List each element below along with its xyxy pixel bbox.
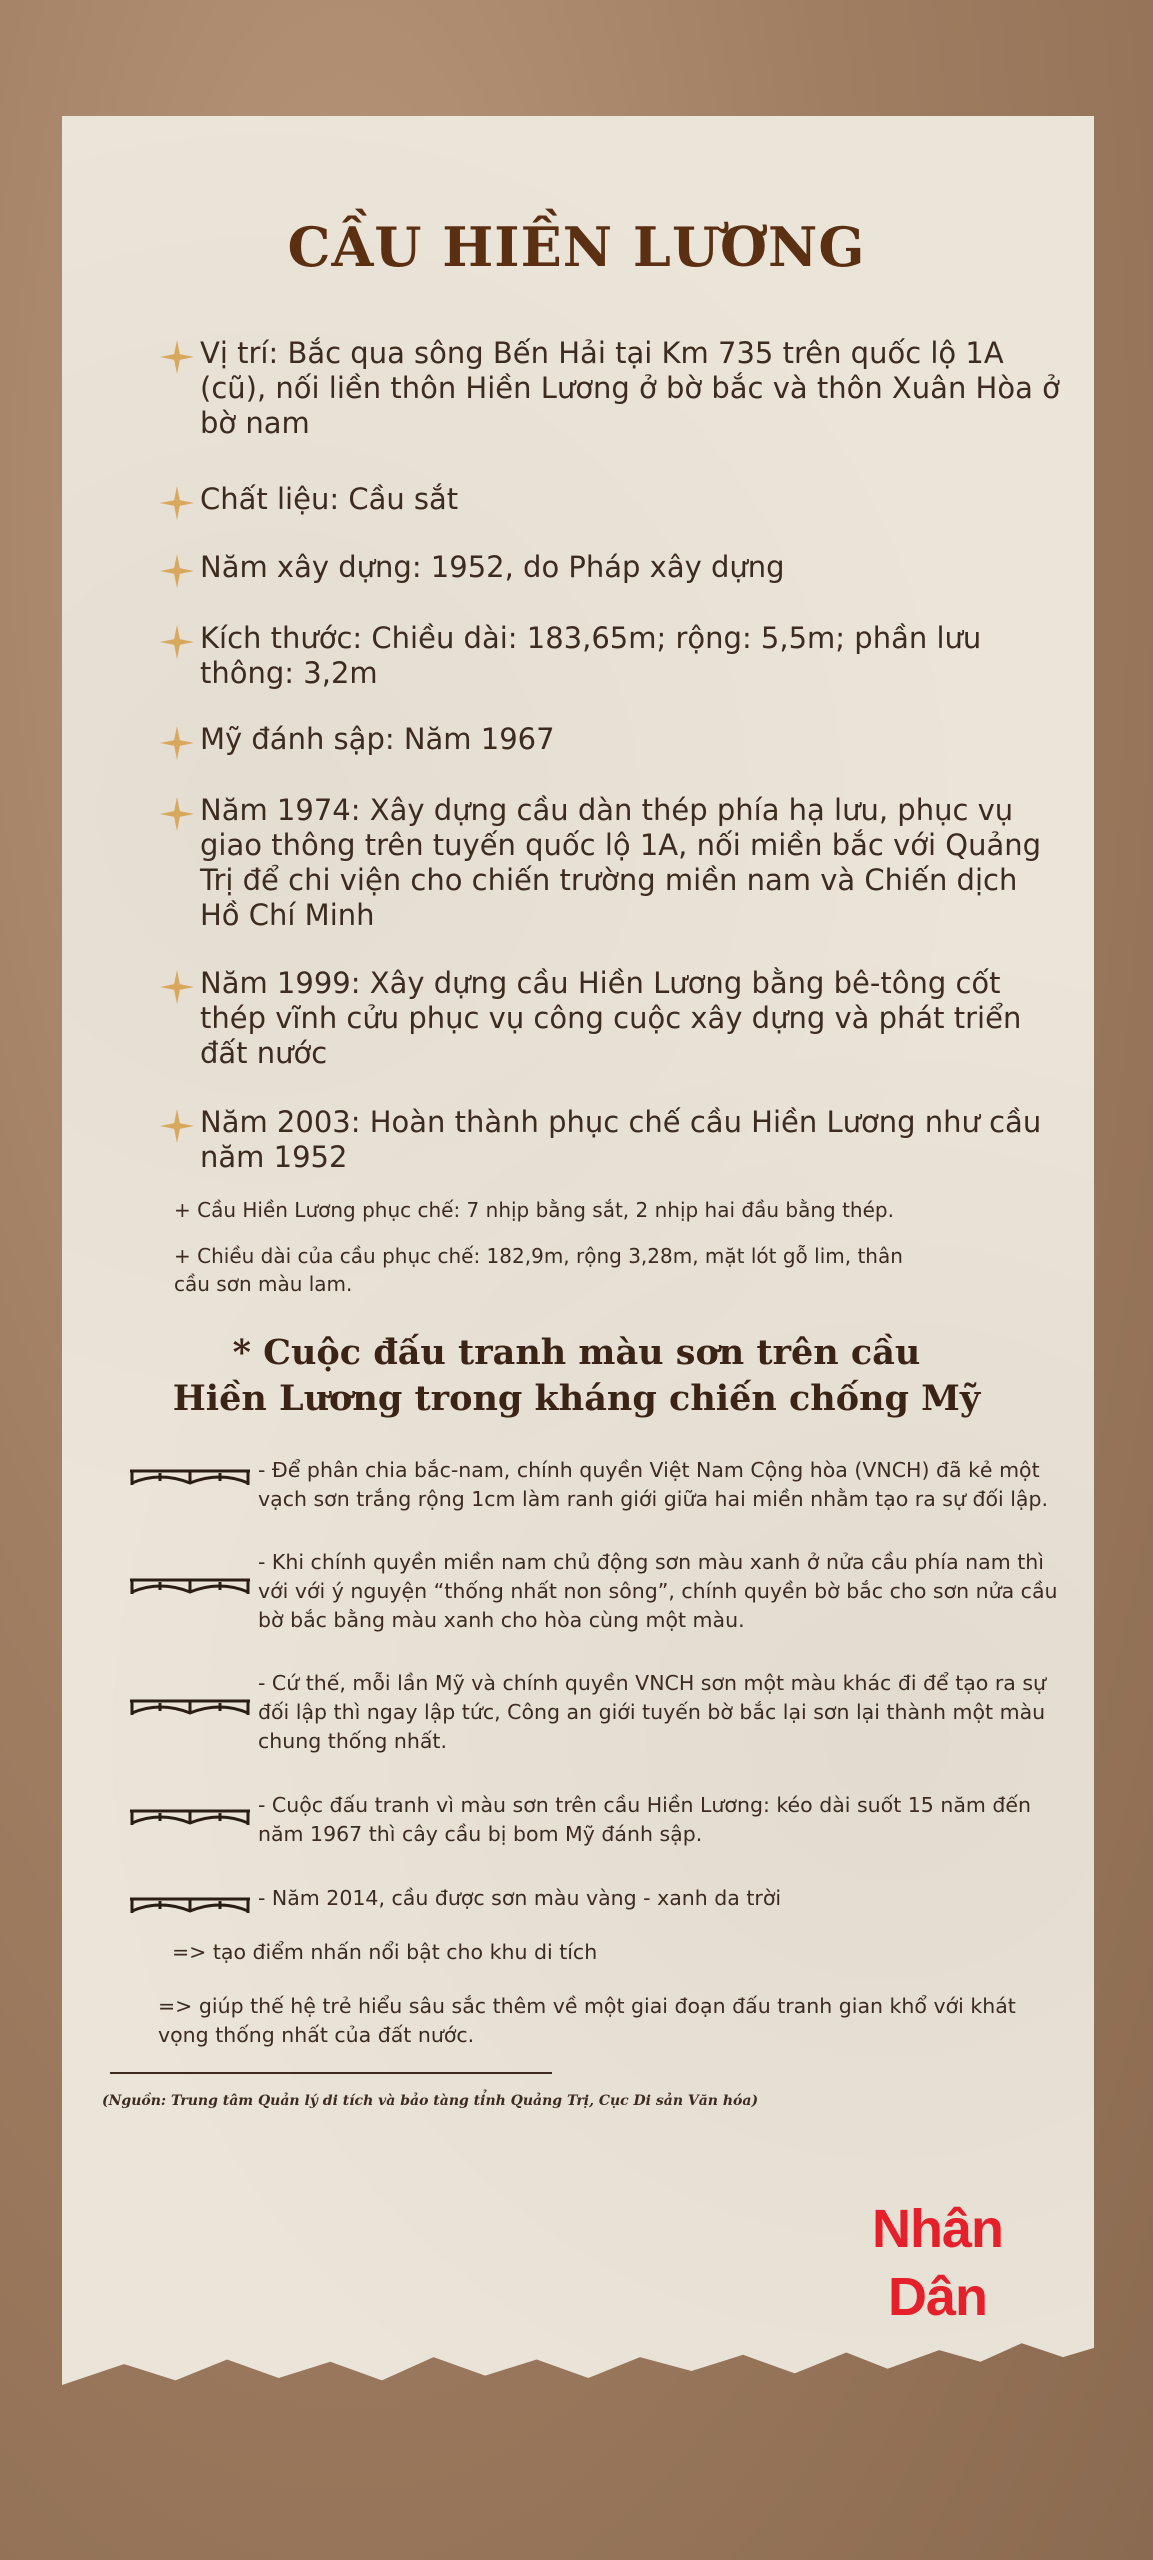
restoration-note-spans: + Cầu Hiền Lương phục chế: 7 nhịp bằng sắt, 2 nhịp hai đầu bằng thép. [174, 1198, 894, 1222]
source-note: (Nguồn: Trung tâm Quản lý di tích và bảo tàng tỉnh Quảng Trị, Cục Di sản Văn hóa) [102, 2093, 759, 2109]
bridge-icon [130, 1577, 250, 1595]
sparkle-star-icon [158, 724, 196, 762]
bridge-icon [130, 1698, 250, 1716]
conclusion-generations: => giúp thế hệ trẻ hiểu sâu sắc thêm về một giai đoạn đấu tranh gian khổ với khát vọng thống nhất của đất nước. [158, 1994, 1016, 2047]
fact-1974: Năm 1974: Xây dựng cầu dàn thép phía hạ lưu, phục vụ giao thông trên tuyến quốc lộ 1A, nối miền bắc với Quảng Trị để chi viện cho chiến trường miền nam và Chiến dịch Hồ Chí Minh [200, 793, 1042, 932]
bridge-icon [130, 1896, 250, 1914]
nhan-dan-logo: Nhân Dân [872, 2199, 1003, 2327]
section-heading-line2: Hiền Lương trong kháng chiến chống Mỹ [172, 1378, 981, 1419]
sparkle-star-icon [158, 338, 196, 376]
fact-1999: Năm 1999: Xây dựng cầu Hiền Lương bằng bê-tông cốt thép vĩnh cửu phục vụ công cuộc xây dựng và phát triển đất nước [200, 966, 1022, 1070]
sparkle-star-icon [158, 968, 196, 1006]
sparkle-star-icon [158, 1107, 196, 1145]
fact-dimensions: Kích thước: Chiều dài: 183,65m; rộng: 5,5m; phần lưu thông: 3,2m [200, 621, 982, 690]
conclusion-highlight: => tạo điểm nhấn nổi bật cho khu di tích [172, 1940, 598, 1964]
struggle-item: - Năm 2014, cầu được sơn màu vàng - xanh da trời [258, 1886, 782, 1910]
bridge-icon [130, 1468, 250, 1486]
bridge-icon [130, 1808, 250, 1826]
fact-2003: Năm 2003: Hoàn thành phục chế cầu Hiền Lương như cầu năm 1952 [200, 1105, 1042, 1174]
restoration-note-length: + Chiều dài của cầu phục chế: 182,9m, rộng 3,28m, mặt lót gỗ lim, thân cầu sơn màu lam. [174, 1244, 903, 1296]
sparkle-star-icon [158, 552, 196, 590]
page-title: CẦU HIỀN LƯƠNG [287, 215, 866, 279]
section-heading-line1: * Cuộc đấu tranh màu sơn trên cầu [232, 1332, 921, 1373]
source-divider [110, 2072, 552, 2074]
fact-destroyed: Mỹ đánh sập: Năm 1967 [200, 722, 555, 756]
sparkle-star-icon [158, 795, 196, 833]
section-heading [0, 1330, 1153, 1422]
struggle-item: - Cuộc đấu tranh vì màu sơn trên cầu Hiền Lương: kéo dài suốt 15 năm đến năm 1967 thì cây cầu bị bom Mỹ đánh sập. [258, 1793, 1032, 1846]
fact-location: Vị trí: Bắc qua sông Bến Hải tại Km 735 trên quốc lộ 1A (cũ), nối liền thôn Hiền Lương ở bờ bắc và thôn Xuân Hòa ở bờ nam [200, 336, 1060, 440]
fact-material: Chất liệu: Cầu sắt [200, 482, 459, 516]
sparkle-star-icon [158, 484, 196, 522]
sparkle-star-icon [158, 623, 196, 661]
struggle-item: - Cứ thế, mỗi lần Mỹ và chính quyền VNCH sơn một màu khác đi để tạo ra sự đối lập thì ngay lập tức, Công an giới tuyến bờ bắc lại sơn lại thành một màu chung thống nhất. [258, 1671, 1047, 1753]
struggle-item: - Để phân chia bắc-nam, chính quyền Việt Nam Cộng hòa (VNCH) đã kẻ một vạch sơn trắng rộng 1cm làm ranh giới giữa hai miền nhằm tạo ra sự đối lập. [258, 1458, 1049, 1511]
struggle-item: - Khi chính quyền miền nam chủ động sơn màu xanh ở nửa cầu phía nam thì với với ý nguyện “thống nhất non sông”, chính quyền bờ bắc cho sơn nửa cầu bờ bắc bằng màu xanh cho hòa cùng một màu. [258, 1550, 1058, 1632]
fact-built-year: Năm xây dựng: 1952, do Pháp xây dựng [200, 550, 785, 584]
